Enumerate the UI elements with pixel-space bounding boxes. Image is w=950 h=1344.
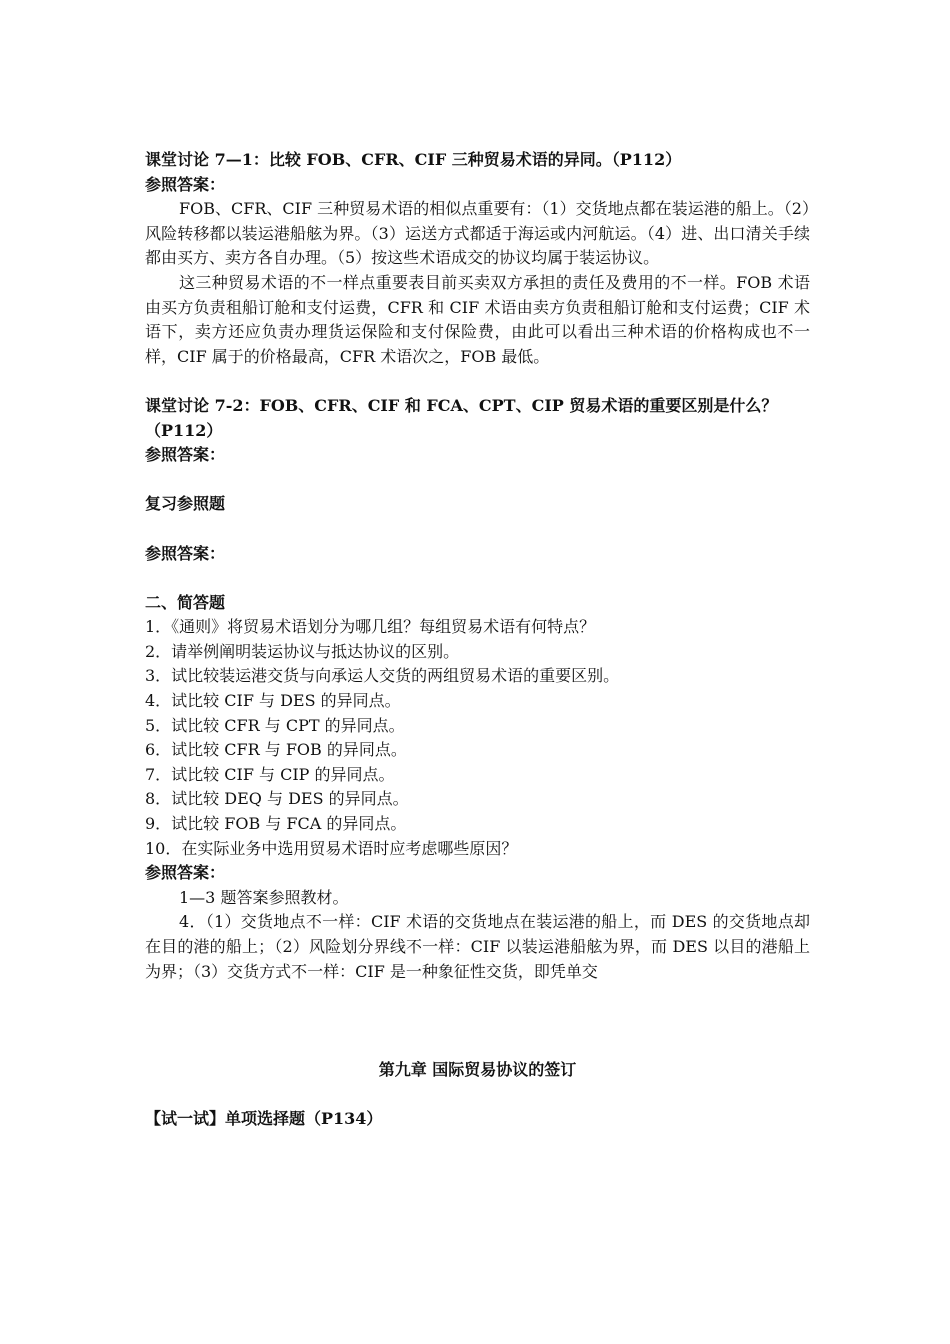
try-it-title: 【试一试】单项选择题（P134）: [145, 1109, 383, 1129]
discussion-7-1-paragraph-1: FOB、CFR、CIF 三种贸易术语的相似点重要有：（1）交货地点都在装运港的船上。（2）风险转移都以装运港船舷为界。（3）运送方式都适于海运或内河航运。（4）进、出口清关手续都由买方、卖方各自办理。（5）按这些术语成交的协议均属于装运协议。: [145, 199, 810, 268]
answer-label: 参照答案：: [145, 445, 226, 465]
question-item: 8．试比较 DEQ 与 DES 的异同点。: [145, 789, 409, 809]
answer-4: 4．（1）交货地点不一样：CIF 术语的交货地点在装运港的船上，而 DES 的交货地点却在目的港的船上；（2）风险划分界线不一样：CIF 以装运港船舷为界，而 DES 以目的港船上为界；（3）交货方式不一样：CIF 是一种象征性交货，即凭单交: [145, 912, 810, 981]
question-item: 9．试比较 FOB 与 FCA 的异同点。: [145, 814, 407, 834]
question-item: 5．试比较 CFR 与 CPT 的异同点。: [145, 715, 405, 735]
discussion-7-2-title: 课堂讨论 7-2：FOB、CFR、CIF 和 FCA、CPT、CIP 贸易术语的重要区别是什么？: [145, 395, 778, 415]
review-title: 复习参照题: [145, 494, 226, 514]
document-page: [145, 148, 810, 1132]
question-list: [145, 615, 810, 861]
question-item: 10．在实际业务中选用贸易术语时应考虑哪些原因？: [145, 838, 518, 858]
discussion-7-2-title-page: （P112）: [145, 420, 223, 440]
discussion-7-1-title: 课堂讨论 7—1：比较 FOB、CFR、CIF 三种贸易术语的异同。（P112）: [145, 150, 682, 169]
answer-label: 参照答案：: [145, 863, 226, 883]
question-item: 3．试比较装运港交货与向承运人交货的两组贸易术语的重要区别。: [145, 666, 620, 686]
question-item: 2．请举例阐明装运协议与抵达协议的区别。: [145, 641, 460, 661]
question-item: 6．试比较 CFR 与 FOB 的异同点。: [145, 740, 407, 760]
discussion-7-1-paragraph-2: 这三种贸易术语的不一样点重要表目前买卖双方承担的责任及费用的不一样。FOB 术语由买方负责租船订舱和支付运费，CFR 和 CIF 术语由卖方负责租船订舱和支付运费；CIF 术语下，卖方还应负责办理货运保险和支付保险费，由此可以看出三种术语的价格构成也不一样，CIF 属于的价格最高，CFR 术语次之，FOB 最低。: [145, 272, 810, 366]
short-answer-title: 二、简答题: [145, 592, 226, 612]
answer-label: 参照答案：: [145, 543, 226, 563]
question-item: 1．《通则》将贸易术语划分为哪几组？每组贸易术语有何特点？: [145, 617, 596, 637]
chapter-title: 第九章 国际贸易协议的签订: [378, 1059, 577, 1079]
answer-label: 参照答案：: [145, 174, 226, 194]
question-item: 7．试比较 CIF 与 CIP 的异同点。: [145, 764, 395, 784]
answer-1-3: 1—3 题答案参照教材。: [179, 887, 349, 907]
question-item: 4．试比较 CIF 与 DES 的异同点。: [145, 691, 401, 711]
